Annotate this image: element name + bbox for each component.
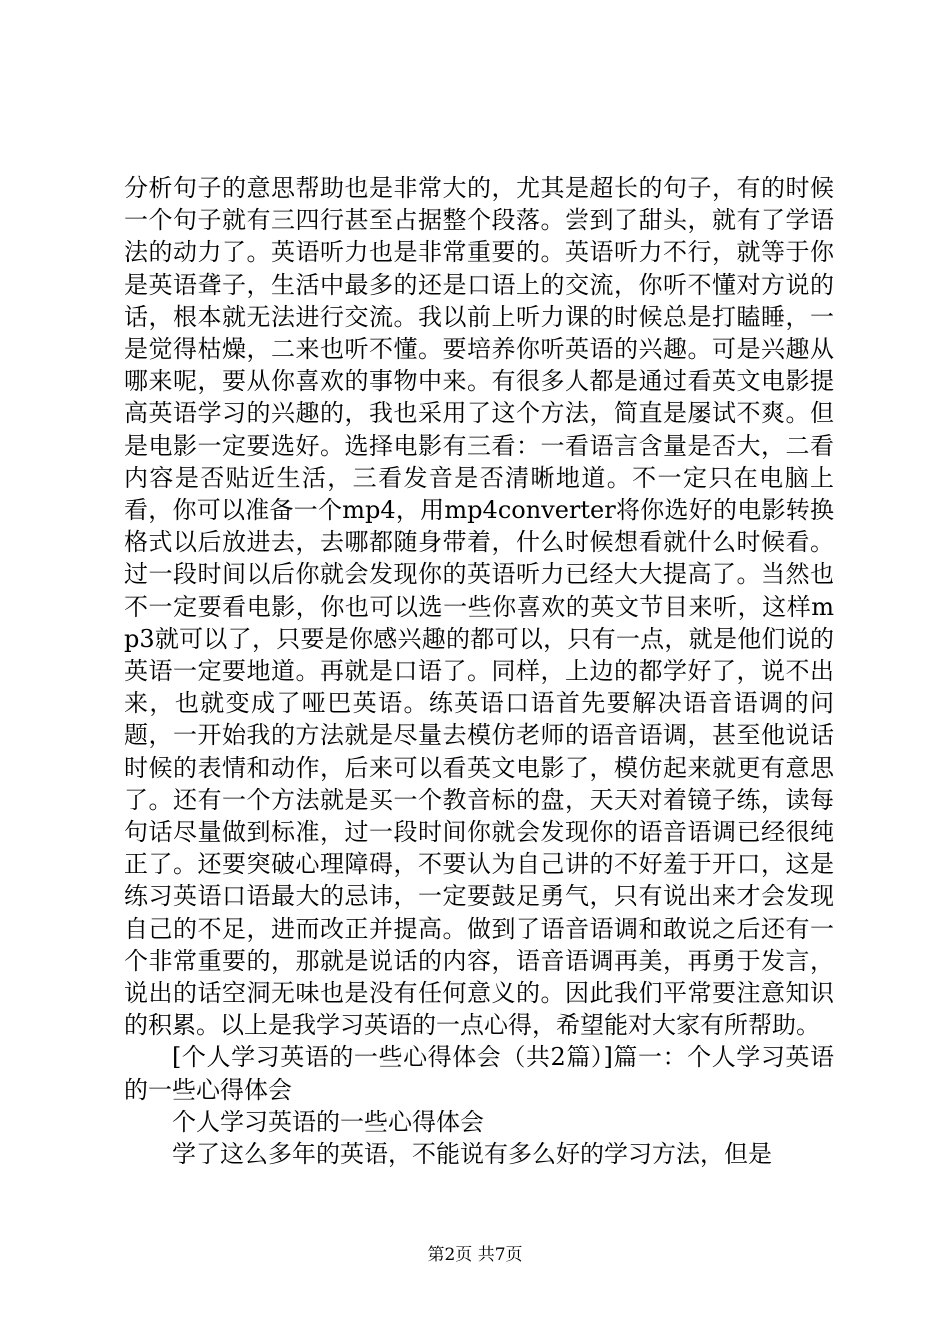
paragraph-section-heading: [个人学习英语的一些心得体会（共2篇）]篇一：个人学习英语的一些心得体会	[124, 1043, 834, 1104]
document-body	[124, 172, 834, 1170]
paragraph-continuation: 分析句子的意思帮助也是非常大的，尤其是超长的句子，有的时候一个句子就有三四行甚至占据整个段落。尝到了甜头，就有了学语法的动力了。英语听力也是非常重要的。英语听力不行，就等于你是英语聋子，生活中最多的还是口语上的交流，你听不懂对方说的话，根本就无法进行交流。我以前上听力课的时候总是打瞌睡，一是觉得枯燥，二来也听不懂。要培养你听英语的兴趣。可是兴趣从哪来呢，要从你喜欢的事物中来。有很多人都是通过看英文电影提高英语学习的兴趣的，我也采用了这个方法，简直是屡试不爽。但是电影一定要选好。选择电影有三看：一看语言含量是否大，二看内容是否贴近生活，三看发音是否清晰地道。不一定只在电脑上看，你可以准备一个mp4，用mp4converter将你选好的电影转换格式以后放进去，去哪都随身带着，什么时候想看就什么时候看。过一段时间以后你就会发现你的英语听力已经大大提高了。当然也不一定要看电影，你也可以选一些你喜欢的英文节目来听，这样mp3就可以了，只要是你感兴趣的都可以，只有一点，就是他们说的英语一定要地道。再就是口语了。同样，上边的都学好了，说不出来，也就变成了哑巴英语。练英语口语首先要解决语音语调的问题，一开始我的方法就是尽量去模仿老师的语音语调，甚至他说话时候的表情和动作，后来可以看英文电影了，模仿起来就更有意思了。还有一个方法就是买一个教音标的盘，天天对着镜子练，读每句话尽量做到标准，过一段时间你就会发现你的语音语调已经很纯正了。还要突破心理障碍，不要认为自己讲的不好羞于开口，这是练习英语口语最大的忌讳，一定要鼓足勇气，只有说出来才会发现自己的不足，进而改正并提高。做到了语音语调和敢说之后还有一个非常重要的，那就是说话的内容，语音语调再美，再勇于发言，说出的话空洞无味也是没有任何意义的。因此我们平常要注意知识的积累。以上是我学习英语的一点心得，希望能对大家有所帮助。	[124, 174, 834, 1040]
page-number-footer: 第2页 共7页	[427, 1245, 523, 1265]
paragraph-title: 个人学习英语的一些心得体会	[172, 1107, 484, 1136]
paragraph-intro: 学了这么多年的英语，不能说有多么好的学习方法，但是	[172, 1140, 772, 1169]
